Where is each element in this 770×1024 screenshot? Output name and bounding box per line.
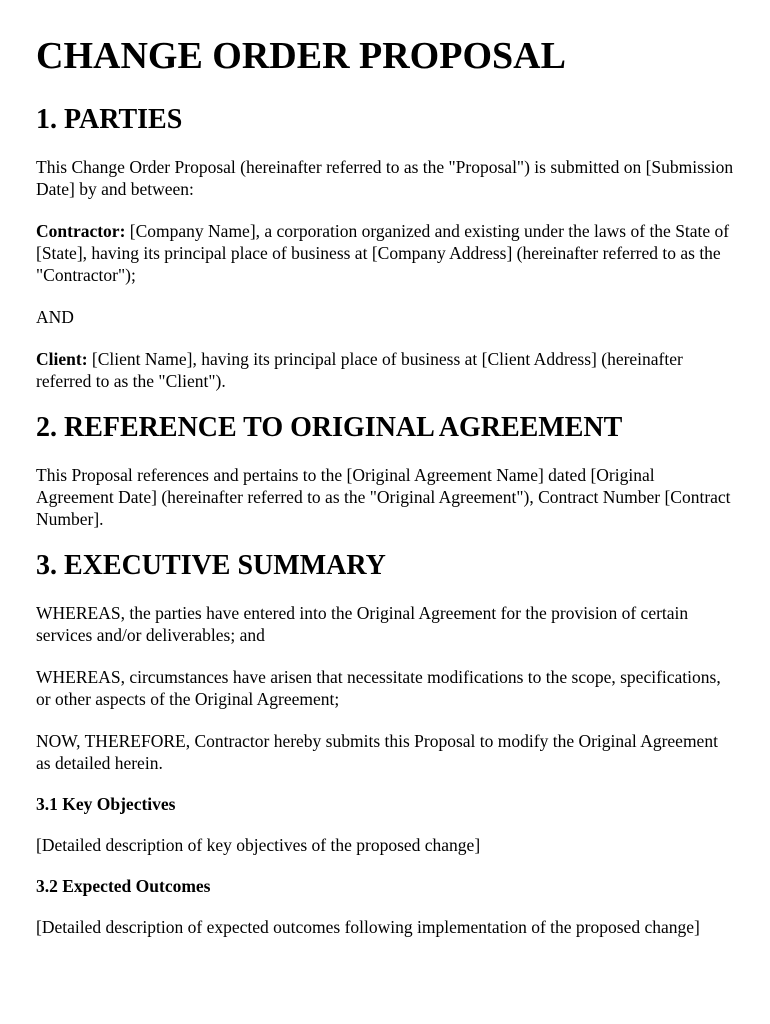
subheading-expected-outcomes: 3.2 Expected Outcomes xyxy=(36,876,211,896)
contractor-text: [Company Name], a corporation organized and existing under the laws of the State of [State], having its principal place of business at [Company Address] (hereinafter referred to as the "Contractor"); xyxy=(36,221,730,285)
section-heading-reference: 2. REFERENCE TO ORIGINAL AGREEMENT xyxy=(36,412,623,443)
section-reference xyxy=(36,412,734,530)
section-heading-executive-summary: 3. EXECUTIVE SUMMARY xyxy=(36,550,386,581)
document-title: CHANGE ORDER PROPOSAL xyxy=(36,35,566,77)
contractor-paragraph xyxy=(36,220,734,286)
section-parties xyxy=(36,104,734,392)
client-paragraph xyxy=(36,348,734,392)
subheading-key-objectives: 3.1 Key Objectives xyxy=(36,794,176,814)
section-executive-summary xyxy=(36,550,734,938)
section-heading-parties: 1. PARTIES xyxy=(36,104,183,135)
now-therefore-paragraph: NOW, THEREFORE, Contractor hereby submits this Proposal to modify the Original Agreement as detailed herein. xyxy=(36,731,718,773)
expected-outcomes-text: [Detailed description of expected outcomes following implementation of the proposed change] xyxy=(36,917,700,937)
key-objectives-text: [Detailed description of key objectives of the proposed change] xyxy=(36,835,481,855)
whereas-paragraph-2: WHEREAS, circumstances have arisen that necessitate modifications to the scope, specifications, or other aspects of the Original Agreement; xyxy=(36,667,721,709)
parties-intro: This Change Order Proposal (hereinafter referred to as the "Proposal") is submitted on [Submission Date] by and between: xyxy=(36,157,734,199)
contractor-label: Contractor: xyxy=(36,221,126,241)
whereas-paragraph-1: WHEREAS, the parties have entered into the Original Agreement for the provision of certain services and/or deliverables; and xyxy=(36,603,689,645)
client-text: [Client Name], having its principal place of business at [Client Address] (hereinafter referred to as the "Client"). xyxy=(36,349,683,391)
and-separator: AND xyxy=(36,307,74,327)
reference-text: This Proposal references and pertains to the [Original Agreement Name] dated [Original Agreement Date] (hereinafter referred to as the "Original Agreement"), Contract Number [Contract Number]. xyxy=(36,465,731,529)
client-label: Client: xyxy=(36,349,88,369)
